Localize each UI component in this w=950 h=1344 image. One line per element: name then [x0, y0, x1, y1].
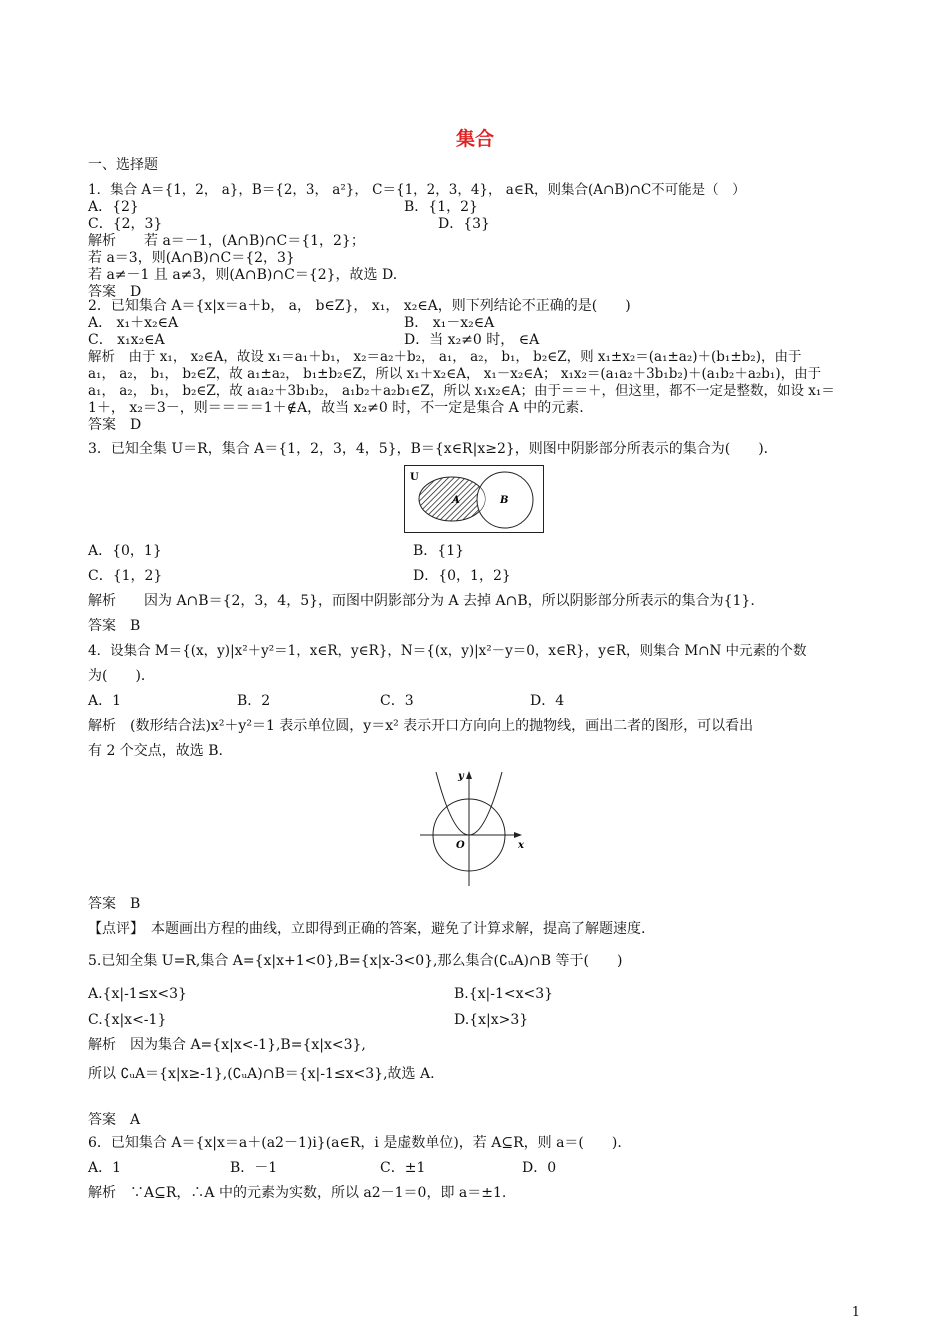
text-line: D.{x|x>3}	[454, 1012, 529, 1028]
text-line: 若 a≠－1 且 a≠3，则(A∩B)∩C＝{2}，故选 D.	[88, 267, 398, 283]
text-line: 答案 A	[88, 1112, 141, 1128]
text-line: 解析 因为 A∩B＝{2，3，4，5}，而图中阴影部分为 A 去掉 A∩B，所以阴影部分所表示的集合为{1}.	[88, 593, 755, 609]
text-line: A．1	[88, 693, 122, 709]
text-line: A．1	[88, 1160, 122, 1176]
venn-u-label: U	[410, 472, 419, 483]
text-line: 所以 ∁ᵤA＝{x|x≥-1},(∁ᵤA)∩B＝{x|-1≤x<3},故选 A.	[88, 1066, 435, 1082]
page-title: 集合	[455, 128, 494, 150]
text-line: A.{x|-1≤x<3}	[88, 986, 187, 1002]
text-line: 为( )．	[88, 668, 155, 684]
text-line: a₁， a₂， b₁， b₂∈Z，故 a₁±a₂， b₁±b₂∈Z，所以 x₁＋x₂∈A， x₁－x₂∈A； x₁x₂＝(a₁a₂＋3b₁b₂)＋(a₁b₂＋a₂b₁)，由于	[88, 366, 822, 382]
text-line: D．{0，1，2}	[413, 568, 511, 584]
text-line: a₁， a₂， b₁， b₂∈Z，故 a₁a₂＋3b₁b₂， a₁b₂＋a₂b₁∈Z，所以 x₁x₂∈A；由于＝＝＋，但这里，都不一定是整数，如设 x₁＝	[88, 383, 835, 399]
text-line: 5.已知全集 U=R,集合 A={x|x+1<0},B={x|x-3<0},那么集合(∁ᵤA)∩B 等于( )	[88, 953, 623, 969]
text-line: B.{x|-1<x<3}	[454, 986, 554, 1002]
text-line: B．{1}	[413, 543, 465, 559]
text-line: 1＋， x₂＝3－，则＝＝＝＝1＋∉A，故当 x₂≠0 时，不一定是集合 A 中的元素.	[88, 400, 584, 416]
text-line: 答案 B	[88, 618, 141, 634]
y-axis-arrow	[466, 771, 472, 779]
text-line: C．{2，3}	[88, 216, 163, 232]
page-number: 1	[851, 1305, 860, 1320]
text-line: 6．已知集合 A＝{x|x＝a＋(a2－1)i}(a∈R，i 是虚数单位)，若 A⊆R，则 a＝( )．	[88, 1135, 632, 1151]
text-line: 3．已知全集 U＝R，集合 A＝{1，2，3，4，5}，B＝{x∈R|x≥2}，则图中阴影部分所表示的集合为( )．	[88, 441, 778, 457]
venn-diagram	[404, 465, 544, 533]
text-line: C． x₁x₂∈A	[88, 332, 165, 348]
y-axis-label: y	[458, 771, 464, 782]
text-line: D．4	[530, 693, 565, 709]
text-line: 答案 D	[88, 284, 142, 300]
text-line: 【点评】 本题画出方程的曲线，立即得到正确的答案，避免了计算求解，提高了解题速度.	[88, 921, 646, 937]
text-line: 解析 由于 x₁， x₂∈A，故设 x₁＝a₁＋b₁， x₂＝a₂＋b₂， a₁， a₂， b₁， b₂∈Z，则 x₁±x₂＝(a₁±a₂)＋(b₁±b₂)，由于	[88, 349, 802, 365]
text-line: 一、选择题	[88, 157, 158, 173]
text-line: 答案 B	[88, 896, 141, 912]
text-line: 2．已知集合 A＝{x|x＝a＋b， a， b∈Z}， x₁， x₂∈A，则下列结论不正确的是( )	[88, 298, 631, 314]
text-line: 解析 (数形结合法)x²＋y²＝1 表示单位圆，y＝x² 表示开口方向向上的抛物线，画出二者的图形，可以看出	[88, 718, 754, 734]
text-line: B．{1，2}	[404, 199, 478, 215]
text-line: 有 2 个交点，故选 B.	[88, 743, 223, 759]
circle-parabola-graph	[418, 766, 530, 888]
text-line: C．3	[380, 693, 414, 709]
text-line: D．{3}	[438, 216, 490, 232]
text-line: A．{0，1}	[88, 543, 162, 559]
text-line: D．0	[522, 1160, 557, 1176]
text-line: 答案 D	[88, 417, 142, 433]
text-line: 若 a＝3，则(A∩B)∩C＝{2，3}	[88, 250, 295, 266]
text-line: D．当 x₂≠0 时， ∈A	[404, 332, 540, 348]
text-line: 解析 ∵A⊆R，∴A 中的元素为实数，所以 a2－1＝0，即 a＝±1.	[88, 1185, 507, 1201]
text-line: 解析 因为集合 A={x|x<-1},B={x|x<3},	[88, 1037, 366, 1053]
x-axis-label: x	[518, 840, 524, 851]
text-line: C．±1	[380, 1160, 426, 1176]
text-line: C.{x|x<-1}	[88, 1012, 167, 1028]
text-line: C．{1，2}	[88, 568, 163, 584]
origin-label: O	[456, 840, 465, 851]
x-axis-arrow	[514, 832, 522, 838]
text-line: A．{2}	[88, 199, 139, 215]
venn-a-label: A	[452, 495, 460, 506]
text-line: A． x₁＋x₂∈A	[88, 315, 179, 331]
text-line: 4．设集合 M＝{(x，y)|x²＋y²＝1，x∈R，y∈R}，N＝{(x，y)|x²－y＝0，x∈R}，y∈R，则集合 M∩N 中元素的个数	[88, 643, 807, 659]
text-line: 解析 若 a＝－1，(A∩B)∩C＝{1，2}；	[88, 233, 365, 249]
text-line: B．－1	[230, 1160, 278, 1176]
venn-b-label: B	[500, 495, 509, 506]
text-line: B．2	[237, 693, 271, 709]
text-line: B． x₁－x₂∈A	[404, 315, 495, 331]
text-line: 1．集合 A＝{1，2， a}，B＝{2，3， a²}， C＝{1，2，3，4}， a∈R，则集合(A∩B)∩C不可能是（ ）	[88, 182, 746, 198]
